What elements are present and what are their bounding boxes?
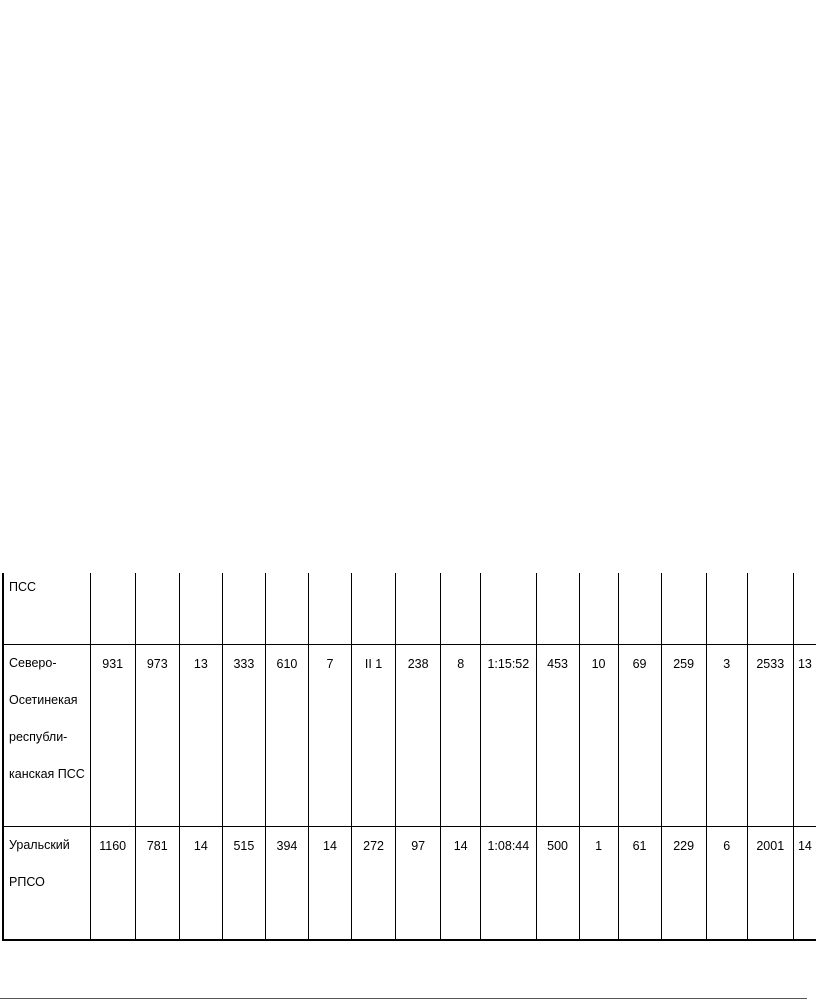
table-cell: 69	[618, 645, 661, 827]
table-cell	[352, 573, 396, 645]
table-cell: 1	[579, 827, 618, 941]
row-name-line: Осетинекая	[9, 693, 78, 707]
table-cell: 238	[396, 645, 441, 827]
table-cell: 14	[793, 827, 816, 941]
row-name-line: РПСО	[9, 875, 45, 889]
table-cell	[706, 573, 747, 645]
table-cell	[135, 573, 179, 645]
table-cell	[441, 573, 481, 645]
table-cell: 973	[135, 645, 179, 827]
table-cell: 1:15:52	[481, 645, 536, 827]
table-cell	[536, 573, 579, 645]
table-row	[3, 827, 816, 941]
table-cell: 14	[308, 827, 351, 941]
table-cell: 14	[179, 827, 222, 941]
table-cell	[308, 573, 351, 645]
table-cell: 10	[579, 645, 618, 827]
table-cell: 333	[222, 645, 265, 827]
table-cell: 8	[441, 645, 481, 827]
table-cell: 453	[536, 645, 579, 827]
table-cell	[179, 573, 222, 645]
table-cell: 931	[90, 645, 135, 827]
table-cell	[90, 573, 135, 645]
table-cell: 781	[135, 827, 179, 941]
table-cell: 13	[793, 645, 816, 827]
table-cell: 2533	[747, 645, 793, 827]
table-cell: 272	[352, 827, 396, 941]
footer-divider	[0, 998, 807, 999]
table-cell: 1160	[90, 827, 135, 941]
row-name-line: Северо-	[9, 656, 57, 670]
row-name-line: ПСС	[9, 580, 37, 594]
table-cell	[222, 573, 265, 645]
table-cell: 2001	[747, 827, 793, 941]
table-cell: 515	[222, 827, 265, 941]
row-name-line: республи-	[9, 730, 68, 744]
table-cell	[265, 573, 308, 645]
table-cell: 394	[265, 827, 308, 941]
table-cell: 259	[661, 645, 706, 827]
table-cell: 14	[441, 827, 481, 941]
table-cell	[579, 573, 618, 645]
table-cell	[661, 573, 706, 645]
table-row	[3, 645, 816, 827]
table-cell: 3	[706, 645, 747, 827]
table-cell	[481, 573, 536, 645]
table-cell: II 1	[352, 645, 396, 827]
table-cell: 7	[308, 645, 351, 827]
row-name-line: Уральский	[9, 838, 70, 852]
table-cell	[747, 573, 793, 645]
table-row	[3, 573, 816, 645]
row-name-cell	[3, 827, 90, 941]
table-cell	[618, 573, 661, 645]
row-name-cell	[3, 573, 90, 645]
table-cell: 1:08:44	[481, 827, 536, 941]
table-cell	[793, 573, 816, 645]
row-name-cell	[3, 645, 90, 827]
row-name-line: канская ПСС	[9, 767, 85, 781]
table-cell: 500	[536, 827, 579, 941]
table-cell: 6	[706, 827, 747, 941]
table-cell: 229	[661, 827, 706, 941]
table-cell: 97	[396, 827, 441, 941]
rescue-statistics-table	[2, 573, 816, 941]
table-cell: 610	[265, 645, 308, 827]
table-cell	[396, 573, 441, 645]
table-cell: 61	[618, 827, 661, 941]
table-cell: 13	[179, 645, 222, 827]
